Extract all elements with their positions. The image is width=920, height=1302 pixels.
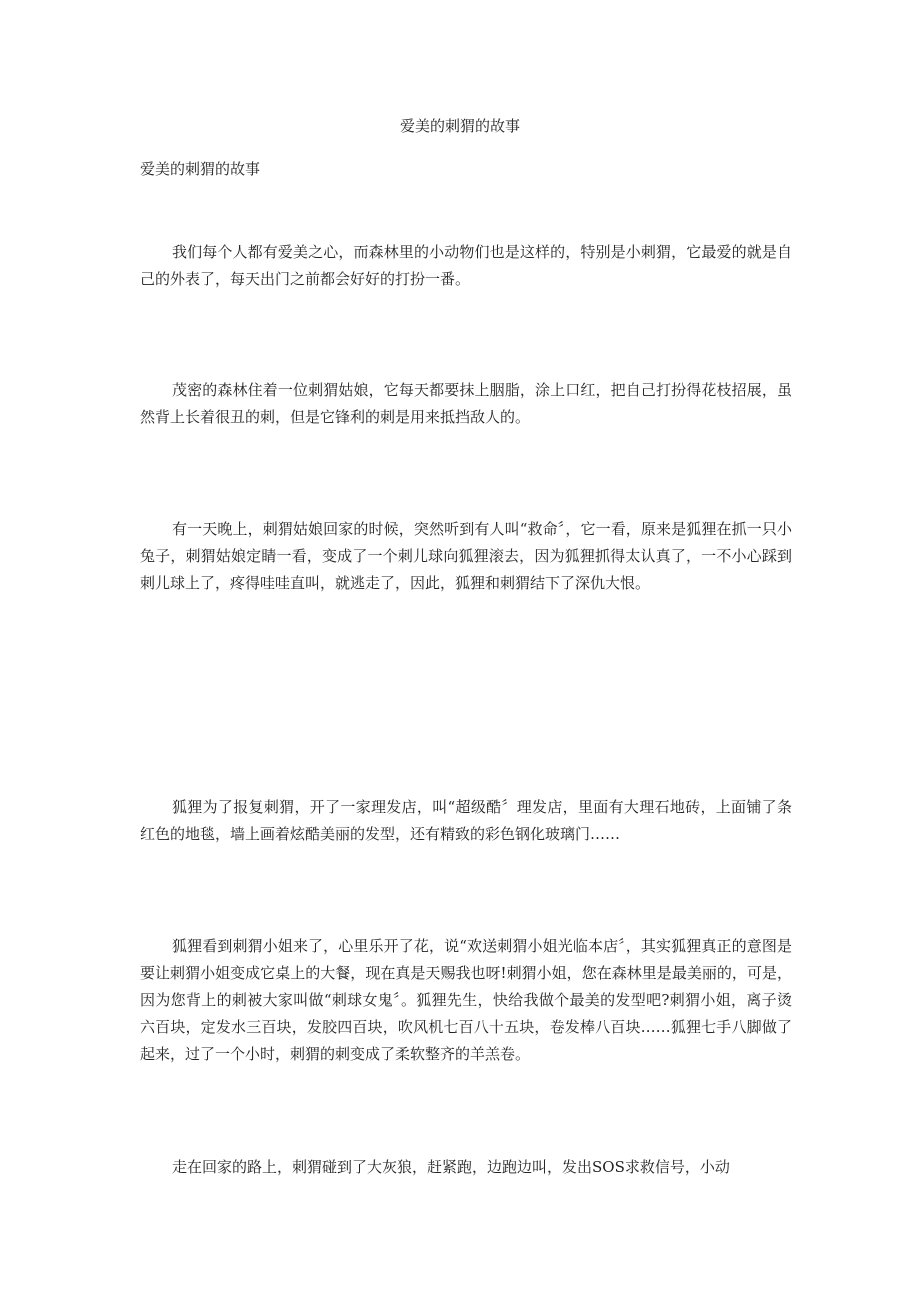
paragraph-4: 狐狸为了报复刺猬，开了一家理发店，叫“超级酷〞理发店，里面有大理石地砖，上面铺了条红色的地毯，墙上画着炫酷美丽的发型，还有精致的彩色钢化玻璃门…… (140, 798, 792, 843)
paragraph-1: 我们每个人都有爱美之心，而森林里的小动物们也是这样的，特别是小刺猬，它最爱的就是自己的外表了，每天出门之前都会好好的打扮一番。 (140, 243, 792, 288)
paragraph-2: 茂密的森林住着一位刺猬姑娘，它每天都要抹上胭脂，涂上口红，把自己打扮得花枝招展，虽然背上长着很丑的刺，但是它锋利的刺是用来抵挡敌人的。 (140, 381, 792, 426)
document-subtitle: 爱美的刺猬的故事 (140, 160, 261, 178)
paragraph-5: 狐狸看到刺猬小姐来了，心里乐开了花，说“欢送刺猬小姐光临本店〞，其实狐狸真正的意图是要让刺猬小姐变成它桌上的大餐，现在真是天赐我也呀!刺猬小姐，您在森林里是最美丽的，可是，因为您背上的刺被大家叫做“刺球女鬼〞。狐狸先生，快给我做个最美的发型吧?刺猬小姐，离子烫六百块，定发水三百块，发胶四百块，吹风机七百八十五块，卷发棒八百块……狐狸七手八脚做了起来，过了一个小时，刺猬的刺变成了柔软整齐的羊羔卷。 (140, 937, 792, 1063)
paragraph-6: 走在回家的路上，刺猬碰到了大灰狼，赶紧跑，边跑边叫，发出SOS求救信号，小动 (172, 1158, 730, 1176)
paragraph-3: 有一天晚上，刺猬姑娘回家的时候，突然听到有人叫“救命〞，它一看，原来是狐狸在抓一只小兔子，刺猬姑娘定睛一看，变成了一个刺儿球向狐狸滚去，因为狐狸抓得太认真了，一不小心踩到刺儿球上了，疼得哇哇直叫，就逃走了，因此，狐狸和刺猬结下了深仇大恨。 (140, 520, 792, 592)
page-title: 爱美的刺猬的故事 (399, 117, 520, 135)
